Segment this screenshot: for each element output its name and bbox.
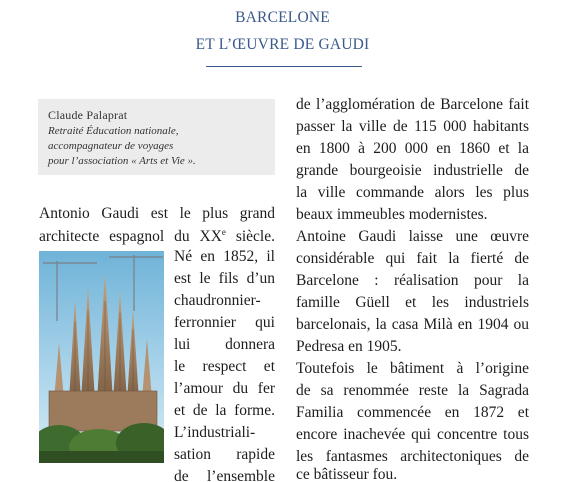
body-text-line: ce bâtisseur fou. <box>296 466 398 482</box>
article-title-line-1: BARCELONE <box>235 9 330 26</box>
body-text-line: Barcelone : réalisation pour la <box>296 272 529 289</box>
body-text-line: barcelonais, la casa Milà en 1904 ou <box>296 316 529 333</box>
body-text-line: passer la ville de 115 000 habitants <box>296 118 529 135</box>
body-text-line: de l’ensemble <box>174 468 275 482</box>
author-role-line: Retraité Éducation nationale, <box>48 125 179 137</box>
body-text-line: de sa renommée reste la Sagrada <box>296 382 529 399</box>
body-text-line: Toutefois le bâtiment à l’origine <box>296 360 529 377</box>
body-text-line: Pedresa en 1905. <box>296 338 402 355</box>
body-text-line: le respect et <box>174 358 275 375</box>
author-name: Claude Palaprat <box>48 108 128 122</box>
body-text-line: sation rapide <box>174 446 275 463</box>
body-text-line: famille Güell et les industriels <box>296 294 529 311</box>
body-text-line: beaux immeubles modernistes. <box>296 206 488 223</box>
body-text-line: et de la forme. <box>174 402 275 419</box>
body-text-line: chaudronnier- <box>174 292 261 309</box>
body-text-line: architecte espagnol du XXe siècle. <box>39 227 275 246</box>
author-role-line: pour l’association « Arts et Vie ». <box>48 155 196 167</box>
body-text-line: encore inachevée qui concentre tous <box>296 426 529 443</box>
body-text-line: l’amour du fer <box>174 380 275 397</box>
title-divider <box>206 66 362 67</box>
author-role-line: accompagnateur de voyages <box>48 140 174 152</box>
body-text-line: de l’agglomération de Barcelone fait <box>296 96 529 113</box>
body-text-line: lui donnera <box>174 336 275 353</box>
sagrada-familia-photo <box>39 251 164 463</box>
body-text-line: Antoine Gaudi laisse une œuvre <box>296 228 529 245</box>
body-text-line: ferronnier qui <box>174 314 275 331</box>
article-title-line-2: ET L’ŒUVRE DE GAUDI <box>195 36 370 53</box>
body-text-line: est le fils d’un <box>174 270 275 287</box>
body-text-line: Antonio Gaudi est le plus grand <box>39 205 275 222</box>
body-text-line: considérable qui fait la fierté de <box>296 250 529 267</box>
body-text-line: grande bourgeoisie industrielle de <box>296 162 529 179</box>
body-text-line: Familia commencée en 1872 et <box>296 404 529 421</box>
body-text-line: Né en 1852, il <box>174 248 275 265</box>
body-text-line: en 1800 à 200 000 en 1860 et la <box>296 140 529 157</box>
body-text-line: les fantasmes architectoniques de <box>296 448 529 465</box>
body-text-line: L’industriali- <box>174 424 256 441</box>
body-text-line: la ville commande alors les plus <box>296 184 529 201</box>
